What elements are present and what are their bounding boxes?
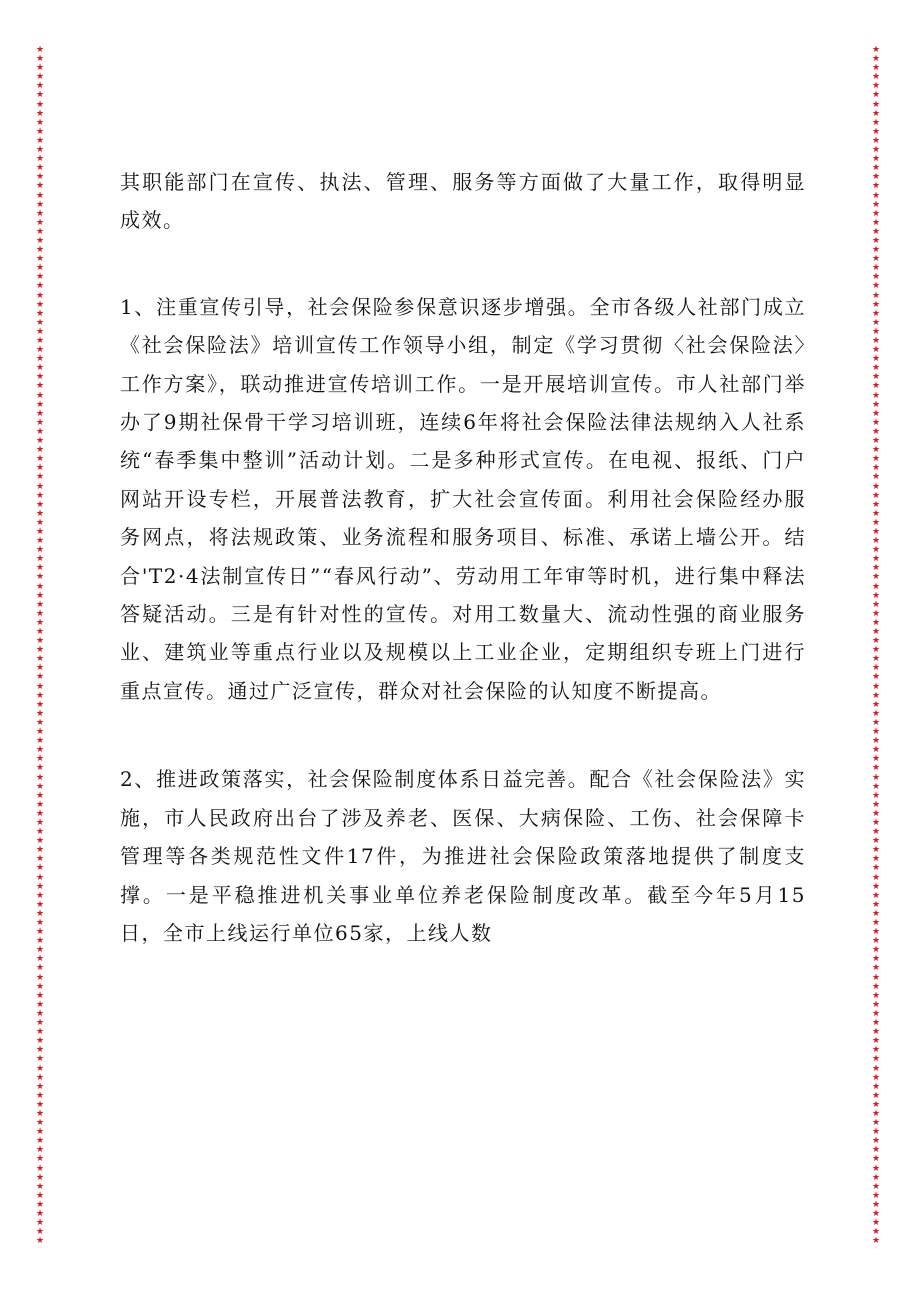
right-star-border: ★ ★ ★ ★ ★ ★ ★ ★ ★ ★ ★ ★ ★ ★ ★ ★ ★ ★ ★ ★ ★ ★ ★ ★ ★ ★ ★ ★ ★ ★ ★ ★ ★ ★ ★ ★ ★ ★ ★ ★ ★ ★ ★ ★ ★ ★ ★ ★ ★ ★ ★ ★ ★ ★ ★ ★ ★ ★ ★ ★ ★ ★ ★ ★ ★ ★ ★ ★ ★ ★ ★ ★ ★ ★ ★ ★ ★ ★ ★ ★ ★ ★ ★ ★ ★ ★ ★ ★ ★ ★ ★ ★ ★ ★ ★ ★ ★ ★ ★ ★ ★ ★ ★ ★ ★ ★ ★ ★ ★ ★ ★ ★ ★ ★ ★ ★ ★ ★ ★ ★ ★ ★ ★ ★ ★ ★ ★ ★ ★ ★ ★ ★ xyxy=(871,46,881,1247)
left-star-border: ★ ★ ★ ★ ★ ★ ★ ★ ★ ★ ★ ★ ★ ★ ★ ★ ★ ★ ★ ★ ★ ★ ★ ★ ★ ★ ★ ★ ★ ★ ★ ★ ★ ★ ★ ★ ★ ★ ★ ★ ★ ★ ★ ★ ★ ★ ★ ★ ★ ★ ★ ★ ★ ★ ★ ★ ★ ★ ★ ★ ★ ★ ★ ★ ★ ★ ★ ★ ★ ★ ★ ★ ★ ★ ★ ★ ★ ★ ★ ★ ★ ★ ★ ★ ★ ★ ★ ★ ★ ★ ★ ★ ★ ★ ★ ★ ★ ★ ★ ★ ★ ★ ★ ★ ★ ★ ★ ★ ★ ★ ★ ★ ★ ★ ★ ★ ★ ★ ★ ★ ★ ★ ★ ★ ★ ★ ★ ★ ★ ★ ★ ★ xyxy=(35,46,45,1247)
document-body xyxy=(120,163,806,952)
paragraph-section-1: 1、注重宣传引导，社会保险参保意识逐步增强。全市各级人社部门成立《社会保险法》培训宣传工作领导小组，制定《学习贯彻〈社会保险法〉工作方案》，联动推进宣传培训工作。一是开展培训宣传。市人社部门举办了9期社保骨干学习培训班，连续6年将社会保险法律法规纳入人社系统“春季集中整训”活动计划。二是多种形式宣传。在电视、报纸、门户网站开设专栏，开展普法教育，扩大社会宣传面。利用社会保险经办服务网点，将法规政策、业务流程和服务项目、标准、承诺上墙公开。结合'T2·4法制宣传日”“春风行动”、劳动用工年审等时机，进行集中释法答疑活动。三是有针对性的宣传。对用工数量大、流动性强的商业服务业、建筑业等重点行业以及规模以上工业企业，定期组织专班上门进行重点宣传。通过广泛宣传，群众对社会保险的认知度不断提高。 xyxy=(120,294,806,703)
paragraph-section-2: 2、推进政策落实，社会保险制度体系日益完善。配合《社会保险法》实施，市人民政府出台了涉及养老、医保、大病保险、工伤、社会保障卡管理等各类规范性文件17件，为推进社会保险政策落地提供了制度支撑。一是平稳推进机关事业单位养老保险制度改革。截至今年5月15日，全市上线运行单位65家，上线人数 xyxy=(120,767,806,945)
paragraph-opening: 其职能部门在宣传、执法、管理、服务等方面做了大量工作，取得明显成效。 xyxy=(120,170,806,233)
